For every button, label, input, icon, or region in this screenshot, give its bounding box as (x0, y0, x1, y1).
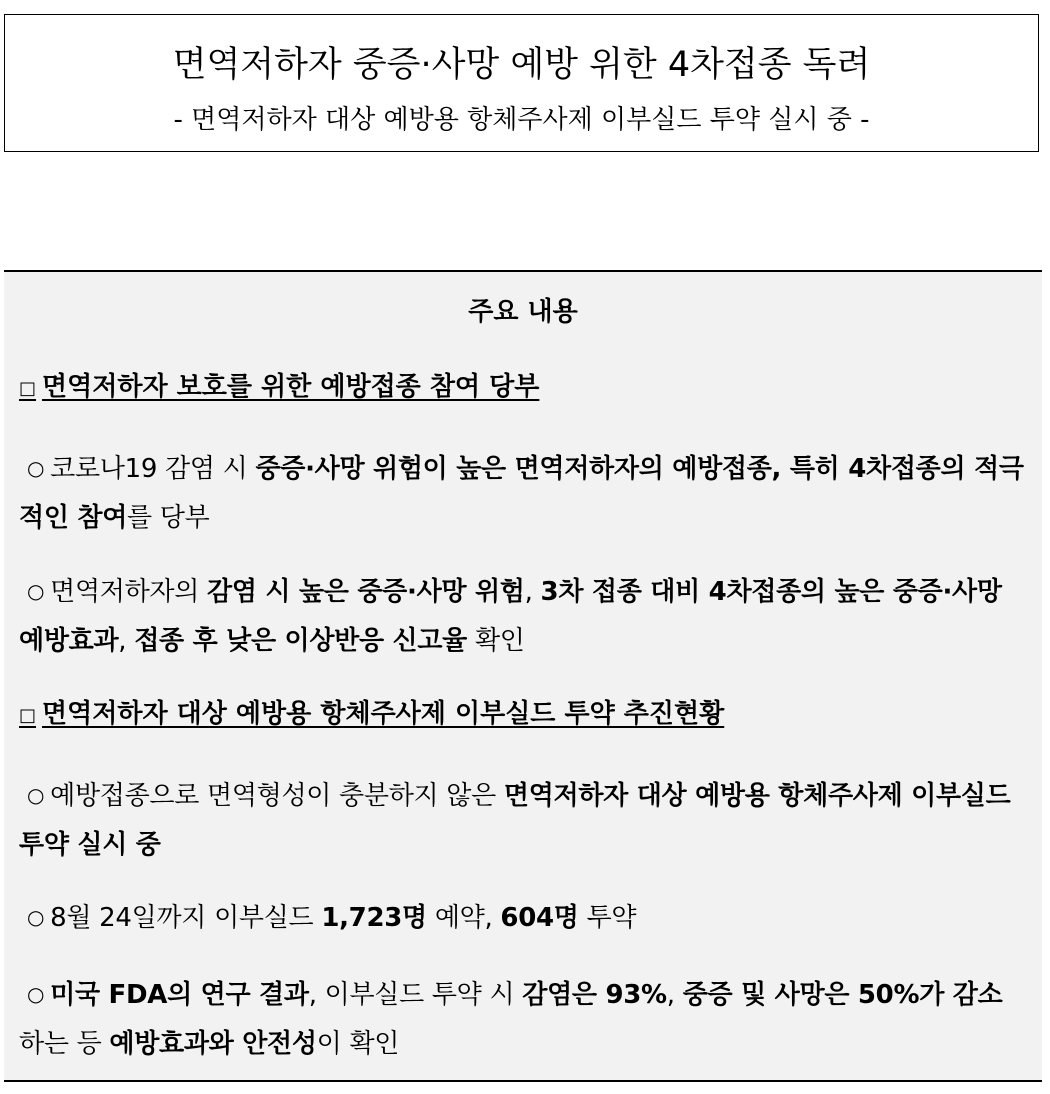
item-emphasis: 접종 후 낮은 이상반응 신고율 (134, 626, 468, 656)
list-item (19, 567, 1024, 666)
circle-bullet-icon: ○ (27, 579, 45, 603)
item-emphasis: 예방효과와 안전성 (109, 1029, 317, 1059)
item-text: 예약, (426, 903, 501, 933)
list-item (19, 893, 1024, 943)
section-title: 면역저하자 대상 예방용 항체주사제 이부실드 투약 추진현황 (42, 699, 725, 729)
square-bullet-icon: □ (19, 378, 37, 399)
list-item (19, 771, 1024, 870)
circle-bullet-icon: ○ (27, 905, 45, 929)
item-emphasis: 감염 시 높은 중증·사망 위험 (207, 577, 525, 607)
title-box (4, 14, 1039, 152)
item-text: 8월 24일까지 이부실드 (50, 903, 322, 933)
list-item (19, 444, 1024, 543)
item-text: 면역저하자의 (50, 577, 208, 607)
item-text: 이 확인 (316, 1029, 400, 1059)
item-emphasis: 면역저하자 대상 예방용 항체주사제 이부실드 투약 실시 중 (19, 781, 1011, 860)
page-title: 면역저하자 중증·사망 예방 위한 4차접종 독려 (172, 45, 871, 85)
summary-box (4, 270, 1042, 1082)
section-heading-evusheld (19, 697, 724, 733)
item-text: 예방접종으로 면역형성이 충분하지 않은 (50, 781, 504, 811)
page-subtitle: - 면역저하자 대상 예방용 항체주사제 이부실드 투약 실시 중 - (173, 105, 870, 135)
circle-bullet-icon: ○ (27, 982, 45, 1006)
summary-heading: 주요 내용 (468, 297, 578, 327)
item-text: 를 당부 (127, 503, 210, 533)
item-text: , (666, 980, 683, 1010)
item-text: , (118, 626, 135, 656)
circle-bullet-icon: ○ (27, 783, 45, 807)
item-text: , (524, 577, 541, 607)
section-heading-vaccination (19, 370, 539, 406)
item-emphasis: 미국 FDA의 연구 결과 (50, 980, 309, 1010)
list-item (19, 970, 1024, 1069)
item-emphasis: 3차 접종 대비 4차접종의 높은 중증·사망 예방효과 (19, 577, 1002, 656)
square-bullet-icon: □ (19, 705, 37, 726)
item-emphasis: 감염은 93% (522, 980, 667, 1010)
item-emphasis: 1,723명 (321, 903, 427, 933)
section-title: 면역저하자 보호를 위한 예방접종 참여 당부 (42, 372, 540, 402)
item-emphasis: 중증 및 사망은 50%가 감소 (682, 980, 1003, 1010)
item-emphasis: 중증·사망 위험이 높은 면역저하자의 예방접종, 특히 4차접종의 적극적인 참여 (19, 454, 1024, 533)
item-emphasis: 604명 (500, 903, 579, 933)
item-text: 코로나19 감염 시 (50, 454, 256, 484)
circle-bullet-icon: ○ (27, 456, 45, 480)
item-text: , 이부실드 투약 시 (308, 980, 523, 1010)
item-text: 투약 (578, 903, 637, 933)
item-text: 확인 (467, 626, 525, 656)
item-text: 하는 등 (19, 1029, 110, 1059)
